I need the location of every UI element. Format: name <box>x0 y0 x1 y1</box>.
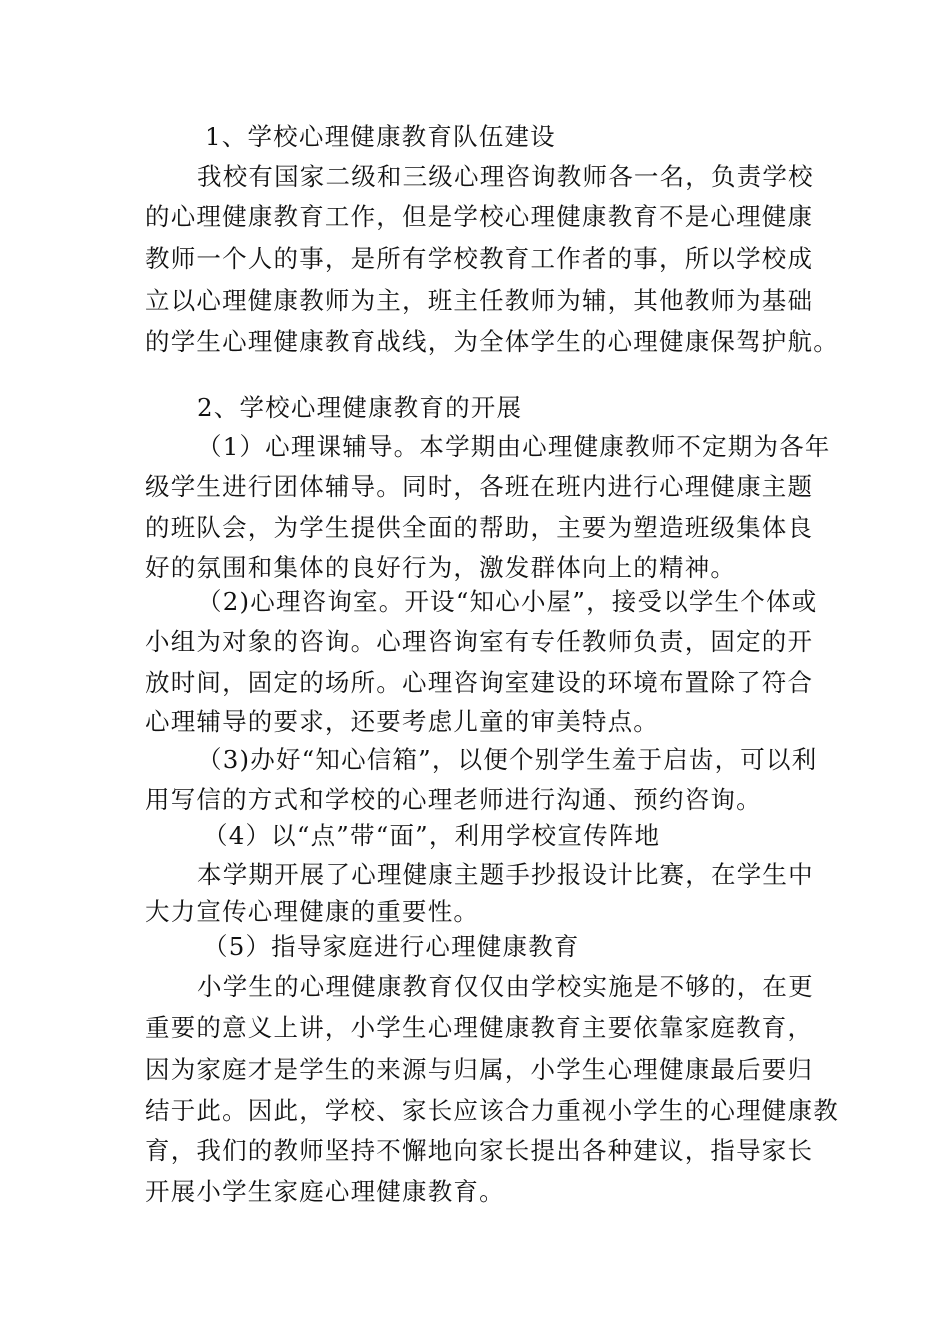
item-2-line-3: 放时间，固定的场所。心理咨询室建设的环境布置除了符合 <box>145 668 814 697</box>
section-1-heading: 1、学校心理健康教育队伍建设 <box>205 122 556 151</box>
item-5-line-2: 重要的意义上讲，小学生心理健康教育主要依靠家庭教育， <box>145 1013 814 1042</box>
item-2-line-1: （2)心理咨询室。开设“知心小屋”，接受以学生个体或 <box>197 587 818 616</box>
item-5-line-3: 因为家庭才是学生的来源与归属，小学生心理健康最后要归 <box>145 1055 814 1084</box>
item-4-line-2: 大力宣传心理健康的重要性。 <box>145 897 480 926</box>
item-5-heading: （5）指导家庭进行心理健康教育 <box>203 932 580 961</box>
item-2-line-4: 心理辅导的要求，还要考虑儿童的审美特点。 <box>145 707 659 736</box>
section-1-line-4: 立以心理健康教师为主，班主任教师为辅，其他教师为基础 <box>145 286 814 315</box>
item-4-line-1: 本学期开展了心理健康主题手抄报设计比赛，在学生中 <box>197 860 814 889</box>
item-1-line-2: 级学生进行团体辅导。同时，各班在班内进行心理健康主题 <box>145 472 814 501</box>
item-3-line-2: 用写信的方式和学校的心理老师进行沟通、预约咨询。 <box>145 785 762 814</box>
item-5-line-6: 开展小学生家庭心理健康教育。 <box>145 1177 505 1206</box>
section-1-line-1: 我校有国家二级和三级心理咨询教师各一名，负责学校 <box>197 162 814 191</box>
section-1-line-2: 的心理健康教育工作，但是学校心理健康教育不是心理健康 <box>145 202 814 231</box>
section-1-line-5: 的学生心理健康教育战线，为全体学生的心理健康保驾护航。 <box>145 327 839 356</box>
item-5-line-1: 小学生的心理健康教育仅仅由学校实施是不够的，在更 <box>197 972 814 1001</box>
section-1-line-3: 教师一个人的事，是所有学校教育工作者的事，所以学校成 <box>145 244 814 273</box>
item-4-heading: （4）以“点”带“面”，利用学校宣传阵地 <box>203 821 661 850</box>
item-3-line-1: （3)办好“知心信箱”，以便个别学生羞于启齿，可以利 <box>197 745 818 774</box>
item-1-line-1: （1）心理课辅导。本学期由心理健康教师不定期为各年 <box>197 432 831 461</box>
item-1-line-4: 好的氛围和集体的良好行为，激发群体向上的精神。 <box>145 553 737 582</box>
section-2-heading: 2、学校心理健康教育的开展 <box>197 393 523 422</box>
item-1-line-3: 的班队会，为学生提供全面的帮助，主要为塑造班级集体良 <box>145 513 814 542</box>
item-5-line-4: 结于此。因此，学校、家长应该合力重视小学生的心理健康教 <box>145 1096 839 1125</box>
item-5-line-5: 育，我们的教师坚持不懈地向家长提出各种建议，指导家长 <box>145 1136 814 1165</box>
item-2-line-2: 小组为对象的咨询。心理咨询室有专任教师负责，固定的开 <box>145 627 814 656</box>
